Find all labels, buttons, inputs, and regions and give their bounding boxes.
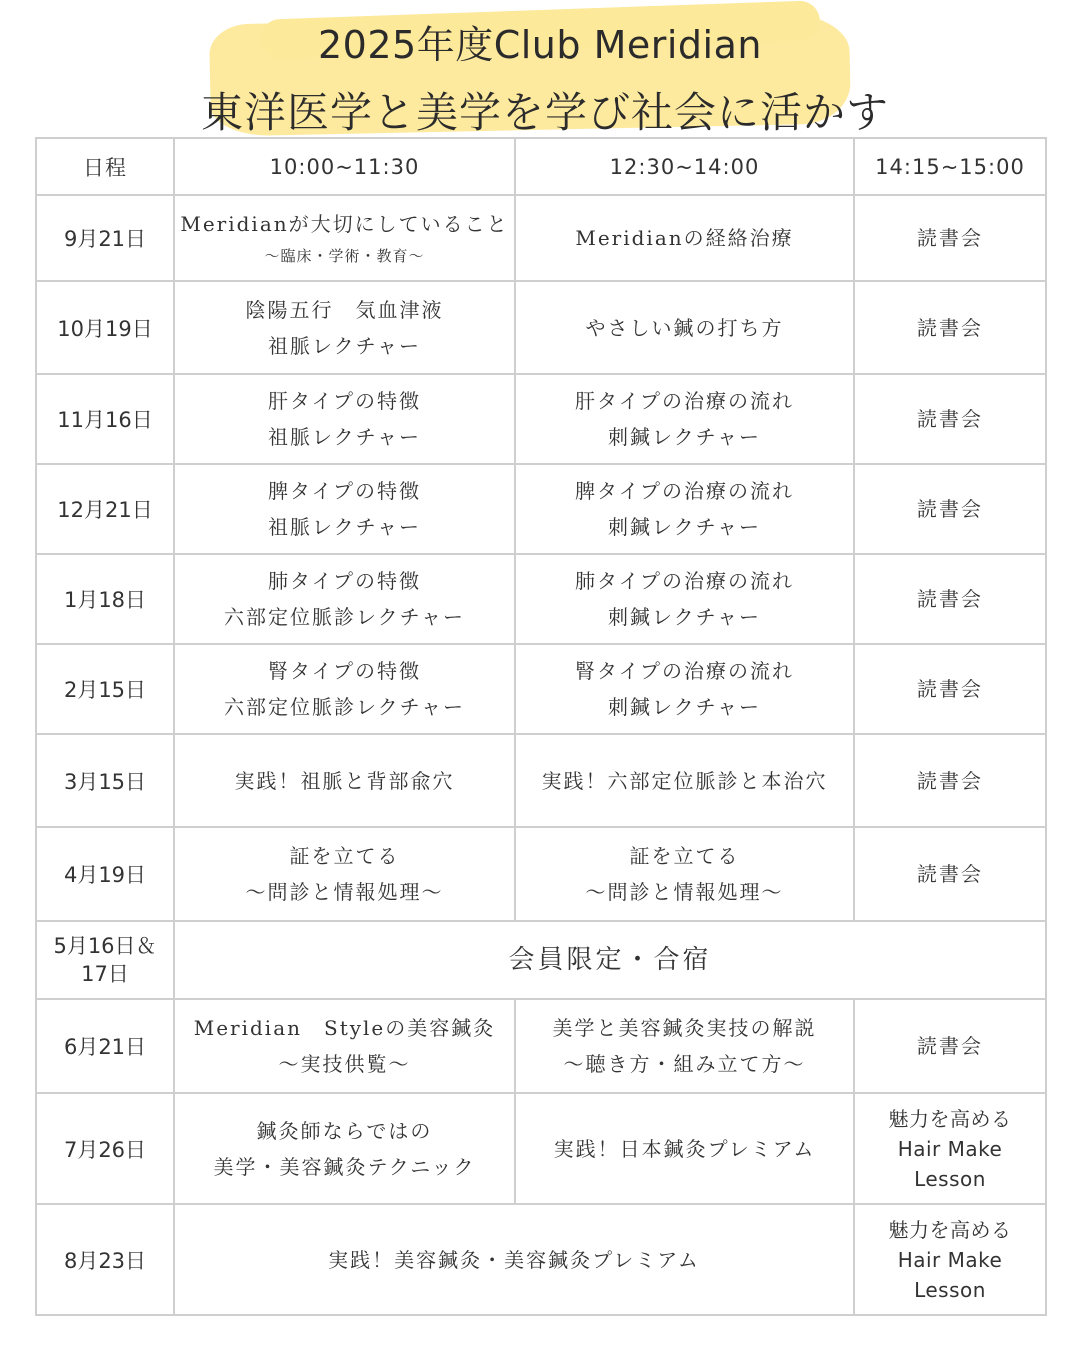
cell-line: 刺鍼レクチャー: [608, 605, 761, 629]
cell-line: 六部定位脈診レクチャー: [224, 695, 465, 719]
row-slot-1: [174, 734, 515, 827]
cell-line: 刺鍼レクチャー: [608, 515, 761, 539]
table-row: [36, 827, 1046, 921]
cell-line: 祖脈レクチャー: [268, 333, 421, 358]
cell-line: 実践！祖脈と背部兪穴: [234, 768, 455, 793]
table-row: [36, 281, 1046, 374]
cell-line: 証を立てる: [629, 844, 740, 868]
cell-line: 証を立てる: [289, 844, 400, 868]
cell-line: 魅力を高める: [888, 1217, 1012, 1242]
row-slot-2: [515, 999, 854, 1093]
cell-line: 魅力を高める: [888, 1106, 1012, 1131]
cell-line: 祖脈レクチャー: [268, 515, 421, 539]
row-slot-2: [515, 195, 854, 281]
row-slot-1: [174, 644, 515, 734]
table-row: [36, 734, 1046, 827]
cell-line: 肺タイプの治療の流れ: [575, 569, 794, 593]
cell-line: 刺鍼レクチャー: [608, 695, 761, 719]
cell-line: ～臨床・学術・教育～: [264, 247, 425, 265]
cell-line: ～実技供覧～: [278, 1052, 411, 1076]
row-date: 3月15日: [36, 734, 174, 827]
cell-line: Hair Make: [897, 1136, 1003, 1161]
table-row: [36, 921, 1046, 999]
cell-line: Meridian Styleの美容鍼灸: [193, 1016, 496, 1040]
merged-session-cell: 実践！美容鍼灸・美容鍼灸プレミアム: [174, 1204, 854, 1315]
cell-line: ～聴き方・組み立て方～: [563, 1052, 806, 1076]
cell-line: 美学・美容鍼灸テクニック: [213, 1154, 476, 1179]
table-row: [36, 464, 1046, 554]
row-slot-2: [515, 827, 854, 921]
table-row: [36, 195, 1046, 281]
header-slot-2: 12:30~14:00: [515, 138, 854, 195]
cell-line: 六部定位脈診レクチャー: [224, 605, 465, 629]
cell-line: 肺タイプの特徴: [268, 569, 421, 593]
row-slot-1: [174, 827, 515, 921]
header-row: [36, 138, 1046, 195]
row-slot-2: [515, 281, 854, 374]
row-slot-3: [854, 1204, 1046, 1315]
cell-line: 読書会: [917, 768, 983, 793]
cell-line: 読書会: [917, 862, 983, 886]
table-row: [36, 999, 1046, 1093]
row-slot-1: [174, 1093, 515, 1204]
schedule-table: [35, 137, 1047, 1316]
cell-line: やさしい鍼の打ち方: [585, 315, 784, 340]
cell-line: ～問診と情報処理～: [245, 880, 444, 904]
cell-line: 肝タイプの治療の流れ: [575, 389, 794, 413]
cell-line: 脾タイプの特徴: [268, 479, 421, 503]
cell-line: 読書会: [917, 226, 983, 250]
cell-line: 17日: [81, 962, 129, 986]
header-date: 日程: [36, 138, 174, 195]
cell-line: ～問診と情報処理～: [585, 880, 784, 904]
cell-line: 読書会: [917, 315, 983, 340]
row-slot-3: [854, 734, 1046, 827]
row-slot-3: [854, 999, 1046, 1093]
row-date: 12月21日: [36, 464, 174, 554]
row-slot-3: [854, 827, 1046, 921]
row-slot-2: [515, 554, 854, 644]
cell-line: 5月16日＆: [53, 934, 157, 958]
row-slot-3: [854, 464, 1046, 554]
cell-line: 鍼灸師ならではの: [256, 1118, 433, 1143]
row-slot-1: [174, 554, 515, 644]
row-date: 10月19日: [36, 281, 174, 374]
cell-line: 祖脈レクチャー: [268, 425, 421, 449]
row-date: 2月15日: [36, 644, 174, 734]
row-slot-2: [515, 374, 854, 464]
cell-line: Meridianが大切にしていること: [180, 212, 509, 236]
cell-line: Lesson: [914, 1166, 986, 1191]
row-date: 9月21日: [36, 195, 174, 281]
cell-line: 腎タイプの治療の流れ: [575, 659, 794, 683]
cell-line: Meridianの経絡治療: [575, 226, 794, 250]
row-slot-2: [515, 644, 854, 734]
table-row: [36, 644, 1046, 734]
cell-line: 読書会: [917, 587, 983, 611]
table-row: [36, 374, 1046, 464]
table-row: [36, 1093, 1046, 1204]
row-date: 11月16日: [36, 374, 174, 464]
cell-line: 読書会: [917, 1034, 983, 1058]
cell-line: 読書会: [917, 497, 983, 521]
page-subtitle: 東洋医学と美学を学び社会に活かす: [200, 88, 889, 137]
row-slot-1: [174, 281, 515, 374]
cell-line: 肝タイプの特徴: [268, 389, 421, 413]
cell-line: 実践！六部定位脈診と本治穴: [541, 768, 828, 793]
row-date: 8月23日: [36, 1204, 174, 1315]
cell-line: 腎タイプの特徴: [268, 659, 421, 683]
cell-line: 刺鍼レクチャー: [608, 425, 761, 449]
cell-line: 脾タイプの治療の流れ: [575, 479, 794, 503]
row-slot-1: [174, 464, 515, 554]
merged-retreat-cell: 会員限定・合宿: [174, 921, 1046, 999]
row-slot-2: [515, 1093, 854, 1204]
row-slot-3: [854, 644, 1046, 734]
header-slot-3: 14:15~15:00: [854, 138, 1046, 195]
table-row: [36, 1204, 1046, 1315]
cell-line: 実践！日本鍼灸プレミアム: [553, 1136, 816, 1161]
cell-line: 読書会: [917, 407, 983, 431]
row-slot-1: [174, 195, 515, 281]
row-date: [36, 921, 174, 999]
row-slot-2: [515, 464, 854, 554]
row-date: 4月19日: [36, 827, 174, 921]
header-slot-1: 10:00~11:30: [174, 138, 515, 195]
row-slot-2: [515, 734, 854, 827]
cell-line: 陰陽五行 気血津液: [245, 297, 444, 322]
row-slot-3: [854, 281, 1046, 374]
row-slot-1: [174, 999, 515, 1093]
row-date: 7月26日: [36, 1093, 174, 1204]
table-row: [36, 554, 1046, 644]
cell-line: 美学と美容鍼灸実技の解説: [552, 1016, 817, 1040]
row-slot-3: [854, 554, 1046, 644]
cell-line: Hair Make: [897, 1247, 1003, 1272]
cell-line: Lesson: [914, 1277, 986, 1302]
page-title: 2025年度Club Meridian: [318, 23, 762, 67]
row-slot-3: [854, 1093, 1046, 1204]
row-date: 6月21日: [36, 999, 174, 1093]
row-slot-3: [854, 374, 1046, 464]
row-date: 1月18日: [36, 554, 174, 644]
row-slot-3: [854, 195, 1046, 281]
row-slot-1: [174, 374, 515, 464]
cell-line: 読書会: [917, 677, 983, 701]
